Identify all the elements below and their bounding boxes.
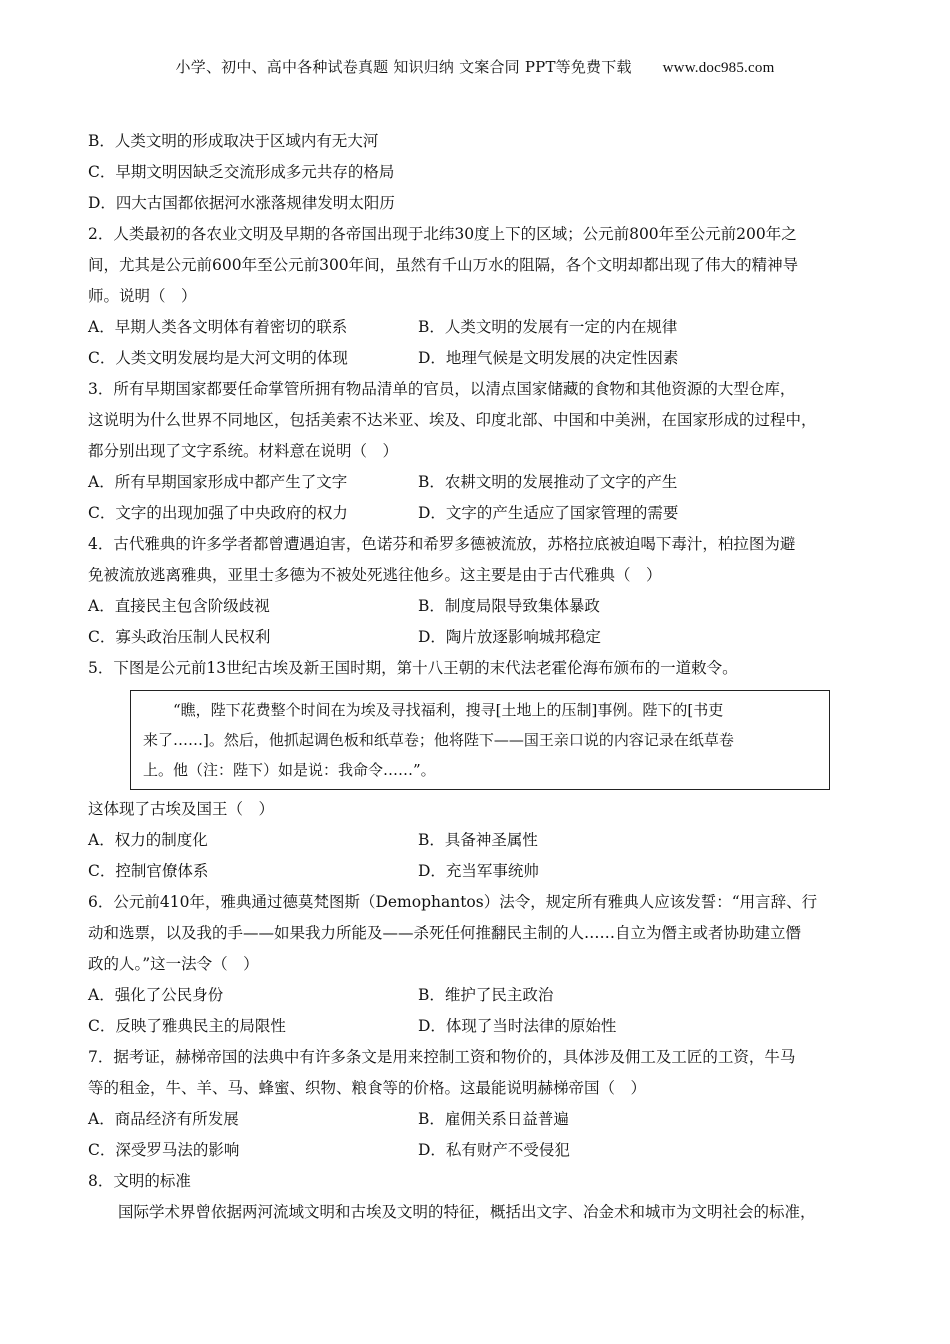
q7-option-a: A．商品经济有所发展 — [88, 1110, 239, 1128]
q5-option-a: A．权力的制度化 — [88, 831, 208, 849]
q7-stem-line: 等的租金，牛、羊、马、蜂蜜、织物、粮食等的价格。这最能说明赫梯帝国（ ） — [88, 1079, 647, 1097]
q1-option-c: C．早期文明因缺乏交流形成多元共存的格局 — [88, 163, 395, 181]
q4-option-d: D．陶片放逐影响城邦稳定 — [418, 628, 601, 646]
q5-options-row — [88, 825, 868, 856]
q6-option-d: D．体现了当时法律的原始性 — [418, 1017, 617, 1035]
q8-text: 国际学术界曾依据两河流域文明和古埃及文明的特征，概括出文字、冶金术和城市为文明社会的标准， — [118, 1203, 816, 1221]
q2-option-d: D．地理气候是文明发展的决定性因素 — [418, 349, 679, 367]
q7-stem-line: 7．据考证，赫梯帝国的法典中有许多条文是用来控制工资和物价的，具体涉及佣工及工匠的工资，牛马 — [88, 1048, 796, 1066]
q4-options-row — [88, 591, 868, 622]
q3-stem-line: 都分别出现了文字系统。材料意在说明（ ） — [88, 442, 399, 460]
q1-option-d: D．四大古国都依据河水涨落规律发明太阳历 — [88, 194, 395, 212]
q5-quote-box — [130, 690, 830, 790]
q2-option-c: C．人类文明发展均是大河文明的体现 — [88, 349, 348, 367]
q5-quote-line: 来了……]。然后，他抓起调色板和纸草卷；他将陛下——国王亲口说的内容记录在纸草卷 — [143, 731, 734, 749]
q5-stem: 5．下图是公元前13世纪古埃及新王国时期，第十八王朝的末代法老霍伦海布颁布的一道敕令。 — [88, 659, 738, 677]
q3-options-row — [88, 467, 868, 498]
q1-option-b: B．人类文明的形成取决于区域内有无大河 — [88, 132, 379, 150]
q6-stem-line: 政的人。”这一法令（ ） — [88, 955, 259, 973]
q3-stem-line: 3．所有早期国家都要任命掌管所拥有物品清单的官员，以清点国家储藏的食物和其他资源的大型仓库， — [88, 380, 796, 398]
q7-option-d: D．私有财产不受侵犯 — [418, 1141, 570, 1159]
q6-stem-line: 6．公元前410年，雅典通过德莫梵图斯（Demophantos）法令，规定所有雅典人应该发誓：“用言辞、行 — [88, 893, 818, 911]
q5-options-row — [88, 856, 868, 887]
q5-quote-line: “瞧，陛下花费整个时间在为埃及寻找福利，搜寻[土地上的压制]事例。陛下的[书吏 — [173, 701, 724, 719]
header-url[interactable]: www.doc985.com — [662, 60, 775, 76]
q2-options-row — [88, 343, 868, 374]
q3-option-a: A．所有早期国家形成中都产生了文字 — [88, 473, 348, 491]
q5-option-d: D．充当军事统帅 — [418, 862, 539, 880]
document-body — [88, 126, 868, 1228]
q5-option-b: B．具备神圣属性 — [418, 831, 538, 849]
q4-stem-line: 免被流放逃离雅典，亚里士多德为不被处死逃往他乡。这主要是由于古代雅典（ ） — [88, 566, 662, 584]
q2-stem-line: 师。说明（ ） — [88, 287, 197, 305]
q6-options-row — [88, 980, 868, 1011]
q2-options-row — [88, 312, 868, 343]
q2-option-b: B．人类文明的发展有一定的内在规律 — [418, 318, 678, 336]
q7-options-row — [88, 1135, 868, 1166]
q3-option-b: B．农耕文明的发展推动了文字的产生 — [418, 473, 678, 491]
q4-stem-line: 4．古代雅典的许多学者都曾遭遇迫害，色诺芬和希罗多德被流放，苏格拉底被迫喝下毒汁，柏拉图为避 — [88, 535, 796, 553]
q5-after: 这体现了古埃及国王（ ） — [88, 800, 275, 818]
q6-option-b: B．维护了民主政治 — [418, 986, 554, 1004]
q4-option-c: C．寡头政治压制人民权利 — [88, 628, 271, 646]
q3-option-c: C．文字的出现加强了中央政府的权力 — [88, 504, 348, 522]
q3-stem-line: 这说明为什么世界不同地区，包括美索不达米亚、埃及、印度北部、中国和中美洲，在国家形成的过程中， — [88, 411, 817, 429]
q6-options-row — [88, 1011, 868, 1042]
page-header — [0, 56, 950, 77]
q4-option-a: A．直接民主包含阶级歧视 — [88, 597, 270, 615]
q5-option-c: C．控制官僚体系 — [88, 862, 209, 880]
q7-option-b: B．雇佣关系日益普遍 — [418, 1110, 569, 1128]
q3-options-row — [88, 498, 868, 529]
q6-option-a: A．强化了公民身份 — [88, 986, 224, 1004]
q4-option-b: B．制度局限导致集体暴政 — [418, 597, 600, 615]
q6-option-c: C．反映了雅典民主的局限性 — [88, 1017, 286, 1035]
q2-stem-line: 间，尤其是公元前600年至公元前300年间，虽然有千山万水的阻隔，各个文明却都出现了伟大的精神导 — [88, 256, 799, 274]
q2-option-a: A．早期人类各文明体有着密切的联系 — [88, 318, 348, 336]
header-text: 小学、初中、高中各种试卷真题 知识归纳 文案合同 PPT等免费下载 — [175, 58, 632, 76]
q6-stem-line: 动和选票，以及我的手——如果我力所能及——杀死任何推翻民主制的人……自立为僭主或者协助建立僭 — [88, 924, 802, 942]
q7-option-c: C．深受罗马法的影响 — [88, 1141, 240, 1159]
q3-option-d: D．文字的产生适应了国家管理的需要 — [418, 504, 679, 522]
q4-options-row — [88, 622, 868, 653]
q7-options-row — [88, 1104, 868, 1135]
q8-title: 8．文明的标准 — [88, 1172, 191, 1190]
q2-stem-line: 2．人类最初的各农业文明及早期的各帝国出现于北纬30度上下的区域；公元前800年至公元前200年之 — [88, 225, 797, 243]
q5-quote-line: 上。他（注：陛下）如是说：我命令……”。 — [143, 761, 436, 779]
